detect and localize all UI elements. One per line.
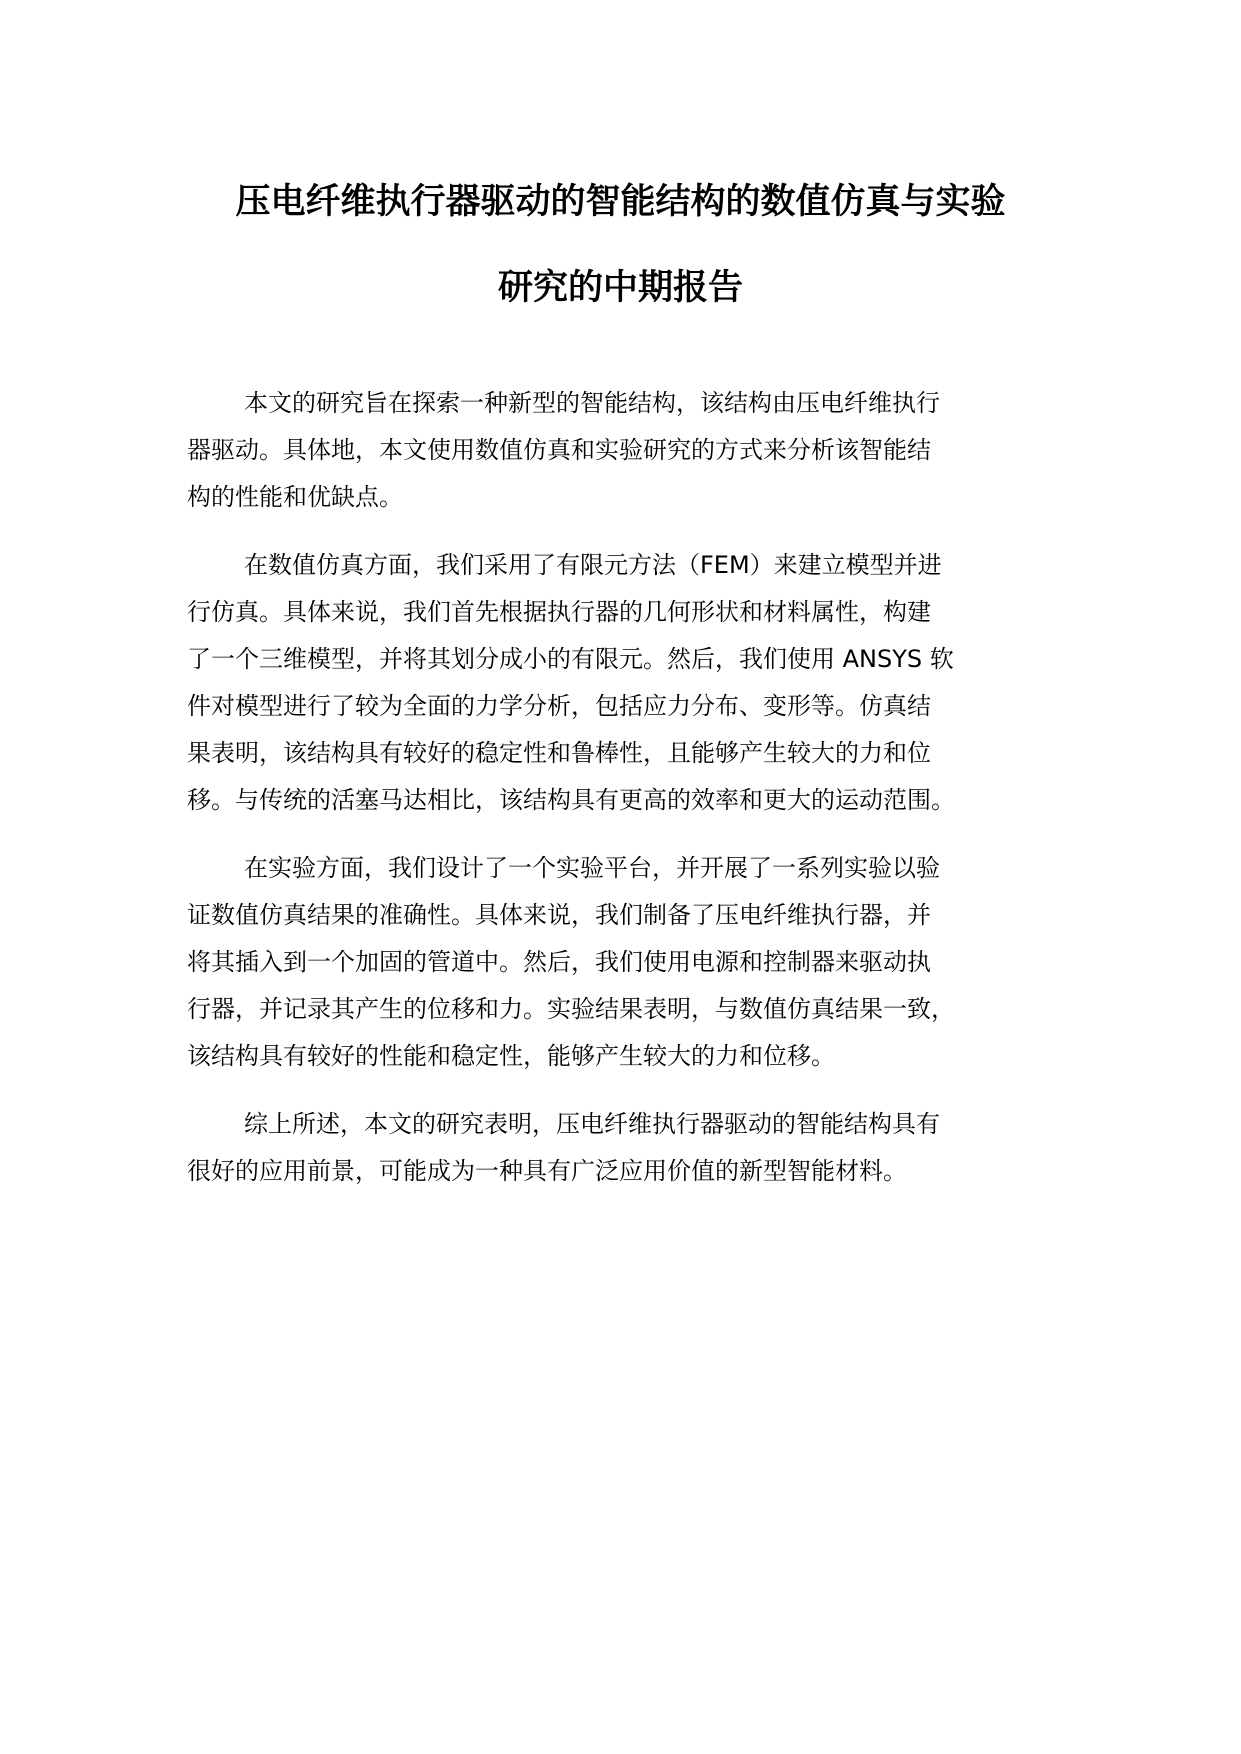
paragraph-line: 在实验方面，我们设计了一个实验平台，并开展了一系列实验以验 [244, 854, 940, 882]
paragraph-line: 行器，并记录其产生的位移和力。实验结果表明，与数值仿真结果一致， [187, 995, 955, 1023]
paragraph-line: 构的性能和优缺点。 [187, 483, 403, 511]
paragraph-line: 很好的应用前景，可能成为一种具有广泛应用价值的新型智能材料。 [187, 1157, 907, 1185]
paragraph-line: 移。与传统的活塞马达相比，该结构具有更高的效率和更大的运动范围。 [187, 786, 955, 814]
paragraph-line: 综上所述，本文的研究表明，压电纤维执行器驱动的智能结构具有 [244, 1110, 940, 1138]
paragraph-line: 了一个三维模型，并将其划分成小的有限元。然后，我们使用 ANSYS 软 [187, 645, 954, 673]
document-title-line-1: 压电纤维执行器驱动的智能结构的数值仿真与实验 [235, 182, 1006, 222]
paragraph-line: 行仿真。具体来说，我们首先根据执行器的几何形状和材料属性，构建 [187, 598, 931, 626]
paragraph-line: 果表明，该结构具有较好的稳定性和鲁棒性，且能够产生较大的力和位 [187, 739, 931, 767]
paragraph-line: 本文的研究旨在探索一种新型的智能结构，该结构由压电纤维执行 [244, 389, 940, 417]
document-title-line-2: 研究的中期报告 [497, 268, 743, 308]
paragraph-1 [187, 380, 1077, 521]
paragraph-line: 证数值仿真结果的准确性。具体来说，我们制备了压电纤维执行器，并 [187, 901, 931, 929]
paragraph-line: 器驱动。具体地，本文使用数值仿真和实验研究的方式来分析该智能结 [187, 436, 931, 464]
paragraph-line: 该结构具有较好的性能和稳定性，能够产生较大的力和位移。 [187, 1042, 835, 1070]
paragraph-line: 将其插入到一个加固的管道中。然后，我们使用电源和控制器来驱动执 [187, 948, 931, 976]
paragraph-2 [187, 542, 1077, 824]
paragraph-4 [187, 1101, 1077, 1195]
paragraph-line: 在数值仿真方面，我们采用了有限元方法（FEM）来建立模型并进 [244, 551, 942, 579]
paragraph-line: 件对模型进行了较为全面的力学分析，包括应力分布、变形等。仿真结 [187, 692, 931, 720]
paragraph-3 [187, 845, 1077, 1080]
document-body [187, 380, 1077, 1216]
